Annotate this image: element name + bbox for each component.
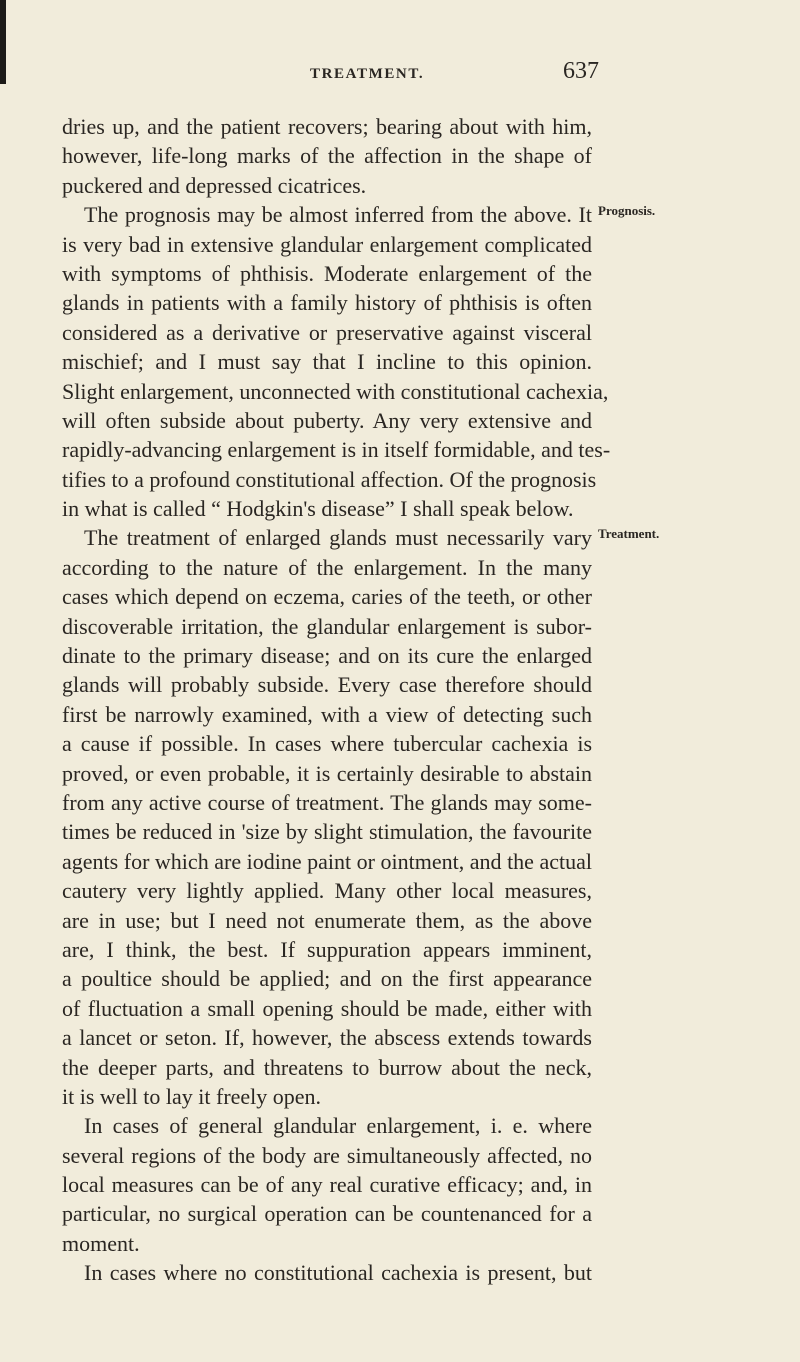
text-line: local measures can be of any real curative efficacy; and, in (62, 1172, 592, 1198)
text-line: In cases of general glandular enlargement, i. e. where (84, 1113, 592, 1139)
body-text (62, 112, 611, 1288)
text-line: glands will probably subside. Every case therefore should (62, 672, 592, 698)
text-line: from any active course of treatment. The glands may some- (62, 789, 592, 815)
text-line: proved, or even probable, it is certainly desirable to abstain (62, 760, 592, 786)
text-line: cautery very lightly applied. Many other local measures, (62, 878, 592, 904)
text-line: The treatment of enlarged glands must necessarily vary (84, 525, 592, 551)
text-line: according to the nature of the enlargement. In the many (62, 554, 592, 580)
margin-note-prognosis: Prognosis. (598, 203, 656, 218)
text-line: agents for which are iodine paint or ointment, and the actual (62, 848, 592, 874)
text-line: however, life-long marks of the affection in the shape of (62, 143, 592, 169)
text-line: rapidly-advancing enlargement is in itself formidable, and tes- (62, 437, 611, 463)
text-line: The prognosis may be almost inferred from the above. It (84, 202, 592, 228)
text-line: of fluctuation a small opening should be made, either with (62, 995, 592, 1021)
text-line: will often subside about puberty. Any very extensive and (62, 407, 592, 433)
text-line: particular, no surgical operation can be countenanced for a (62, 1201, 592, 1227)
text-line: cases which depend on eczema, caries of the teeth, or other (62, 584, 592, 610)
text-line: a lancet or seton. If, however, the abscess extends towards (62, 1025, 592, 1051)
text-line: glands in patients with a family history of phthisis is often (62, 290, 592, 316)
text-line: a poultice should be applied; and on the first appearance (62, 966, 592, 992)
text-line: times be reduced in 'size by slight stimulation, the favourite (62, 819, 592, 845)
page-header (0, 58, 800, 88)
text-line: dinate to the primary disease; and on its cure the enlarged (62, 643, 592, 669)
text-line: first be narrowly examined, with a view of detecting such (62, 701, 592, 727)
running-title: TREATMENT. (310, 66, 425, 82)
text-line: discoverable irritation, the glandular enlargement is subor- (62, 613, 592, 639)
text-line: a cause if possible. In cases where tubercular cachexia is (62, 731, 592, 757)
text-line: is very bad in extensive glandular enlargement complicated (62, 231, 592, 257)
text-line: are, I think, the best. If suppuration appears imminent, (62, 936, 592, 962)
text-line: are in use; but I need not enumerate them, as the above (62, 907, 592, 933)
text-line: moment. (62, 1230, 140, 1256)
text-line: puckered and depressed cicatrices. (62, 172, 367, 198)
page-number: 637 (563, 58, 599, 84)
text-line: the deeper parts, and threatens to burrow about the neck, (62, 1054, 592, 1080)
text-line: In cases where no constitutional cachexia is present, but (84, 1260, 592, 1286)
text-line: it is well to lay it freely open. (62, 1083, 322, 1109)
margin-note-treatment: Treatment. (598, 526, 660, 541)
text-line: considered as a derivative or preservative against visceral (62, 319, 592, 345)
text-line: tifies to a profound constitutional affection. Of the prognosis (62, 466, 597, 492)
text-line: dries up, and the patient recovers; bearing about with him, (62, 114, 592, 139)
text-line: mischief; and I must say that I incline to this opinion. (62, 349, 592, 375)
text-line: Slight enlargement, unconnected with constitutional cachexia, (62, 378, 609, 404)
text-line: in what is called “ Hodgkin's disease” I shall speak below. (62, 496, 574, 522)
text-line: with symptoms of phthisis. Moderate enlargement of the (62, 260, 592, 286)
text-line: several regions of the body are simultaneously affected, no (62, 1142, 592, 1168)
